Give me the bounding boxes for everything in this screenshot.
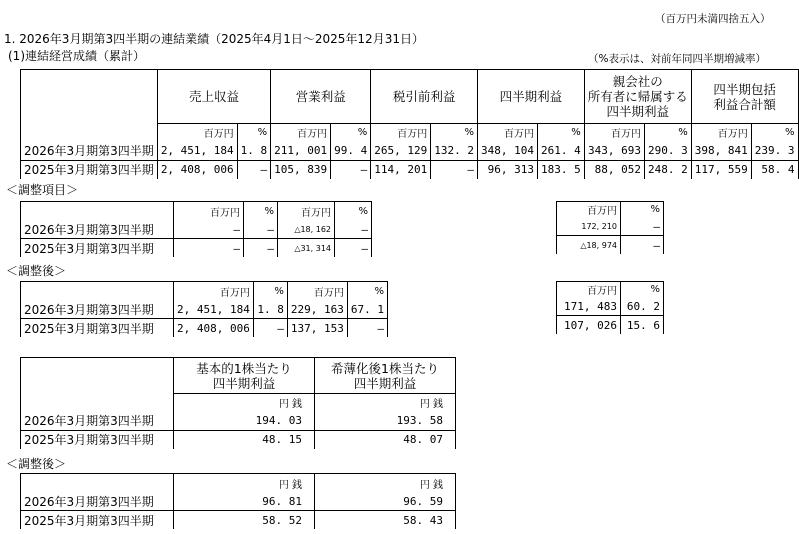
- quarterly-profit-pct: 261. 4: [538, 142, 585, 161]
- unit-pct: %: [331, 124, 371, 142]
- unit-note: （百万円未満四捨五入）: [655, 13, 771, 25]
- operating-profit-pct: 99. 4: [331, 142, 371, 161]
- operating-profit-value: 105, 839: [271, 160, 331, 179]
- table-row: [21, 239, 372, 258]
- owners-profit-pct: 248. 2: [645, 160, 692, 179]
- unit-million: 百万円: [271, 124, 331, 142]
- header-quarterly-profit: 四半期利益: [478, 70, 585, 124]
- owners-profit-value: △18, 974: [557, 236, 621, 255]
- owners-profit-pct: ―: [621, 217, 664, 236]
- eps-unit-blank: [21, 394, 174, 412]
- unit-million: 百万円: [278, 202, 335, 221]
- operating-profit-value: 211, 001: [271, 142, 331, 161]
- period-label: 2026年3月期第3四半期: [21, 300, 174, 319]
- table-row: [21, 319, 388, 338]
- period-label: 2026年3月期第3四半期: [21, 412, 174, 431]
- unit-million: 百万円: [287, 282, 347, 301]
- adjustment-items-right-table: [556, 201, 664, 254]
- adjusted-table: [20, 281, 388, 337]
- adjusted-right-table: [556, 281, 664, 334]
- table-row: [21, 430, 456, 449]
- header-comprehensive-line1: 四半期包括: [713, 81, 776, 97]
- comprehensive-income-pct: 239. 3: [751, 142, 798, 161]
- table-row: [21, 300, 388, 319]
- owners-profit-value: 88, 052: [584, 160, 644, 179]
- basic-eps-value: 96. 81: [174, 492, 315, 511]
- diluted-eps-value: 58. 43: [315, 511, 456, 530]
- unit-pct: %: [431, 124, 478, 142]
- header-diluted-eps: [315, 358, 456, 394]
- unit-pct: %: [253, 282, 287, 301]
- header-owners-profit-line2: 所有者に帰属する: [587, 89, 688, 104]
- period-label: 2025年3月期第3四半期: [21, 239, 174, 258]
- unit-pct: %: [335, 202, 372, 221]
- unit-yen-sen: 円 銭: [174, 474, 315, 493]
- table-row: [557, 316, 664, 335]
- eps-table: [20, 357, 456, 449]
- table-row: [21, 511, 456, 530]
- header-basic-eps-line2: 四半期利益: [212, 375, 276, 391]
- header-diluted-eps-line1: 希薄化後1株当たり: [331, 360, 439, 376]
- diluted-eps-value: 48. 07: [315, 430, 456, 449]
- results-table: [20, 69, 799, 179]
- revenue-pct: ―: [237, 160, 271, 179]
- operating-profit-pct: 67. 1: [347, 300, 387, 319]
- pretax-profit-value: 114, 201: [371, 160, 431, 179]
- unit-million: 百万円: [557, 282, 621, 298]
- table-row: [21, 492, 456, 511]
- header-revenue: 売上収益: [157, 70, 270, 124]
- unit-pct: %: [621, 282, 664, 298]
- percent-note: （%表示は、対前年同四半期増減率）: [588, 53, 766, 65]
- period-label: 2026年3月期第3四半期: [21, 220, 174, 239]
- period-label: 2026年3月期第3四半期: [21, 492, 174, 511]
- header-comprehensive-line2: 利益合計額: [713, 96, 776, 112]
- period-label: 2025年3月期第3四半期: [21, 430, 174, 449]
- header-blank-cell: [21, 70, 158, 124]
- unit-row-label: [21, 124, 158, 142]
- header-comprehensive-income: [691, 70, 798, 124]
- basic-eps-value: 48. 15: [174, 430, 315, 449]
- unit-pct: %: [347, 282, 387, 301]
- revenue-pct: ―: [253, 319, 287, 338]
- period-label: 2025年3月期第3四半期: [21, 160, 158, 179]
- revenue-value: 2, 408, 006: [174, 319, 254, 338]
- revenue-pct: ―: [244, 220, 278, 239]
- eps-adjusted-blank: [21, 474, 174, 493]
- unit-million: 百万円: [557, 202, 621, 218]
- pretax-profit-pct: ―: [431, 160, 478, 179]
- unit-million: 百万円: [478, 124, 538, 142]
- adjusted-label: ＜調整後＞: [6, 264, 67, 278]
- pretax-profit-value: 265, 129: [371, 142, 431, 161]
- unit-yen-sen: 円 銭: [315, 394, 456, 412]
- adjusted-blank: [21, 282, 174, 301]
- section-heading: 1. 2026年3月期第3四半期の連結業績（2025年4月1日～2025年12月31日）: [4, 32, 424, 46]
- adjust-blank: [21, 202, 174, 221]
- eps-adjusted-label: ＜調整後＞: [6, 457, 67, 471]
- revenue-pct: 1. 8: [253, 300, 287, 319]
- unit-million: 百万円: [691, 124, 751, 142]
- owners-profit-pct: 60. 2: [621, 297, 664, 316]
- header-basic-eps: [174, 358, 315, 394]
- table-row: [21, 160, 799, 179]
- header-basic-eps-line1: 基本的1株当たり: [196, 360, 292, 376]
- table-row: [557, 236, 664, 255]
- operating-profit-pct: ―: [331, 160, 371, 179]
- owners-profit-value: 172, 210: [557, 217, 621, 236]
- unit-yen-sen: 円 銭: [174, 394, 315, 412]
- period-label: 2025年3月期第3四半期: [21, 511, 174, 530]
- revenue-pct: ―: [244, 239, 278, 258]
- revenue-value: 2, 408, 006: [157, 160, 237, 179]
- revenue-value: 2, 451, 184: [174, 300, 254, 319]
- unit-million: 百万円: [371, 124, 431, 142]
- table-row: [557, 297, 664, 316]
- quarterly-profit-pct: 183. 5: [538, 160, 585, 179]
- period-label: 2026年3月期第3四半期: [21, 142, 158, 161]
- unit-million: 百万円: [584, 124, 644, 142]
- operating-profit-value: △18, 162: [278, 220, 335, 239]
- operating-profit-pct: ―: [347, 319, 387, 338]
- revenue-value: 2, 451, 184: [157, 142, 237, 161]
- operating-profit-pct: ―: [335, 220, 372, 239]
- comprehensive-income-value: 398, 841: [691, 142, 751, 161]
- owners-profit-pct: ―: [621, 236, 664, 255]
- unit-pct: %: [621, 202, 664, 218]
- adjustment-items-table: [20, 201, 372, 257]
- owners-profit-value: 171, 483: [557, 297, 621, 316]
- revenue-value: ―: [174, 239, 244, 258]
- table-row: [21, 220, 372, 239]
- unit-million: 百万円: [174, 282, 254, 301]
- header-owners-profit: [584, 70, 691, 124]
- unit-pct: %: [237, 124, 271, 142]
- eps-adjusted-table: [20, 473, 456, 529]
- table-row: [21, 142, 799, 161]
- basic-eps-value: 58. 52: [174, 511, 315, 530]
- operating-profit-value: △31, 314: [278, 239, 335, 258]
- period-label: 2025年3月期第3四半期: [21, 319, 174, 338]
- comprehensive-income-value: 117, 559: [691, 160, 751, 179]
- header-pretax-profit: 税引前利益: [371, 70, 478, 124]
- unit-pct: %: [538, 124, 585, 142]
- owners-profit-value: 107, 026: [557, 316, 621, 335]
- pretax-profit-pct: 132. 2: [431, 142, 478, 161]
- basic-eps-value: 194. 03: [174, 412, 315, 431]
- adjustment-items-label: ＜調整項目＞: [6, 183, 79, 197]
- quarterly-profit-value: 348, 104: [478, 142, 538, 161]
- subsection-heading: (1)連結経営成績（累計）: [8, 49, 145, 63]
- header-operating-profit: 営業利益: [271, 70, 371, 124]
- operating-profit-pct: ―: [335, 239, 372, 258]
- revenue-pct: 1. 8: [237, 142, 271, 161]
- header-diluted-eps-line2: 四半期利益: [353, 375, 417, 391]
- unit-pct: %: [751, 124, 798, 142]
- table-row: [21, 412, 456, 431]
- operating-profit-value: 229, 163: [287, 300, 347, 319]
- unit-million: 百万円: [157, 124, 237, 142]
- comprehensive-income-pct: 58. 4: [751, 160, 798, 179]
- owners-profit-pct: 290. 3: [645, 142, 692, 161]
- eps-header-blank: [21, 358, 174, 394]
- diluted-eps-value: 96. 59: [315, 492, 456, 511]
- quarterly-profit-value: 96, 313: [478, 160, 538, 179]
- unit-pct: %: [645, 124, 692, 142]
- diluted-eps-value: 193. 58: [315, 412, 456, 431]
- header-owners-profit-line3: 四半期利益: [606, 104, 670, 119]
- unit-million: 百万円: [174, 202, 244, 221]
- header-owners-profit-line1: 親会社の: [612, 74, 663, 89]
- revenue-value: ―: [174, 220, 244, 239]
- table-row: [557, 217, 664, 236]
- operating-profit-value: 137, 153: [287, 319, 347, 338]
- unit-pct: %: [244, 202, 278, 221]
- unit-yen-sen: 円 銭: [315, 474, 456, 493]
- owners-profit-pct: 15. 6: [621, 316, 664, 335]
- owners-profit-value: 343, 693: [584, 142, 644, 161]
